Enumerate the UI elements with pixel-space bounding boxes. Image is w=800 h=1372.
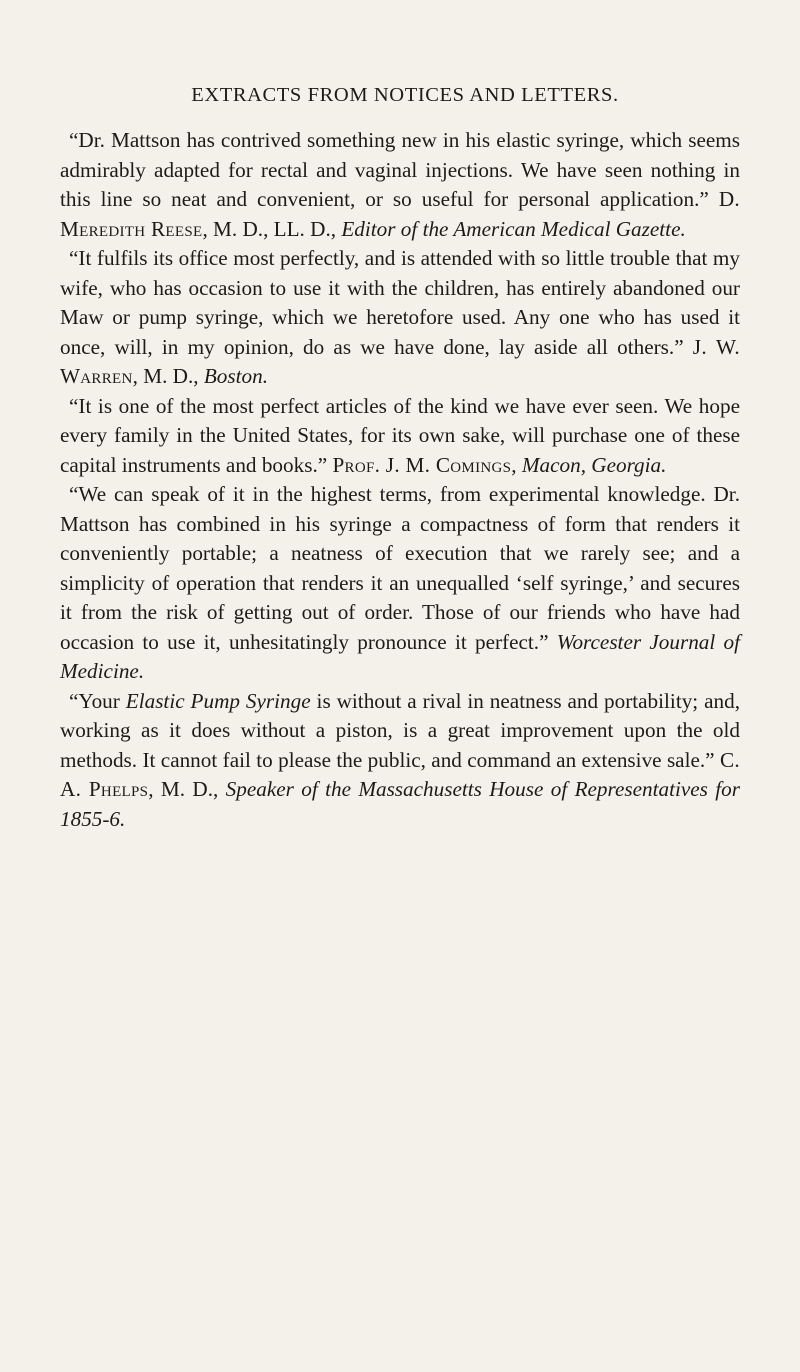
extract-quote: “We can speak of it in the highest terms, from experimental knowledge. Dr. Mattson has combined in his syringe a compactness of form that renders it conveniently portable; a neatness of execution that we rarely see; and a simplicity of operation that renders it an unequalled ‘self syringe,’ and secures it from the risk of getting out of order. Those of our friends who have had occasion to use it, unhesitatingly pronounce it perfect.” bbox=[60, 482, 740, 654]
extract-author: J. W. Warren bbox=[60, 334, 740, 388]
extract-quote: “It is one of the most perfect articles of the kind we have ever seen. We hope every family in the United States, for its own sake, will purchase one of these capital instruments and books.” bbox=[60, 393, 740, 477]
extract-author: D. Meredith Reese bbox=[60, 187, 741, 241]
extracts-body bbox=[60, 126, 740, 834]
extract-warren bbox=[60, 244, 740, 392]
extract-source: Editor of the American Medical Gazette. bbox=[341, 216, 686, 241]
extract-quote: “Dr. Mattson has contrived something new in his elastic syringe, which seems admirably adapted for rectal and vaginal injections. We have seen nothing in this line so neat and convenient, or so useful for personal application.” bbox=[60, 128, 740, 211]
extract-credentials: , M. D., bbox=[132, 364, 204, 388]
extract-credentials: , bbox=[511, 452, 522, 477]
extract-credentials: , M. D., bbox=[148, 777, 226, 801]
extract-product-title: Elastic Pump Syringe bbox=[125, 688, 311, 713]
extract-source: Worcester Journal of Medicine. bbox=[60, 629, 741, 683]
extract-credentials: , M. D., LL. D., bbox=[202, 216, 342, 241]
extract-source: Macon, Georgia. bbox=[521, 452, 667, 477]
extract-source: Speaker of the Massachusetts House of Representatives for 1855-6. bbox=[60, 777, 741, 831]
extract-source: Boston. bbox=[203, 364, 269, 388]
extract-author: Prof. J. M. Comings bbox=[332, 452, 512, 477]
extract-comings bbox=[60, 392, 740, 481]
extract-quote: “It fulfils its office most perfectly, and is attended with so little trouble that my wife, who has occasion to use it with the children, has entirely abandoned our Maw or pump syringe, which we heretofore used. Any one who has used it once, will, in my opinion, do as we have done, lay aside all others.” bbox=[60, 246, 740, 359]
extract-quote-open: “Your bbox=[69, 688, 126, 713]
page-heading: EXTRACTS FROM NOTICES AND LETTERS. bbox=[191, 84, 619, 106]
extract-reese bbox=[60, 126, 740, 244]
extract-worcester bbox=[60, 480, 740, 687]
extract-quote-rest: is without a rival in neatness and portability; and, working as it does without a piston, is a great improvement upon the old methods. It cannot fail to please the public, and command an extensive sale.” bbox=[60, 688, 740, 772]
extract-author: C. A. Phelps bbox=[60, 747, 740, 801]
extract-phelps bbox=[60, 687, 740, 835]
